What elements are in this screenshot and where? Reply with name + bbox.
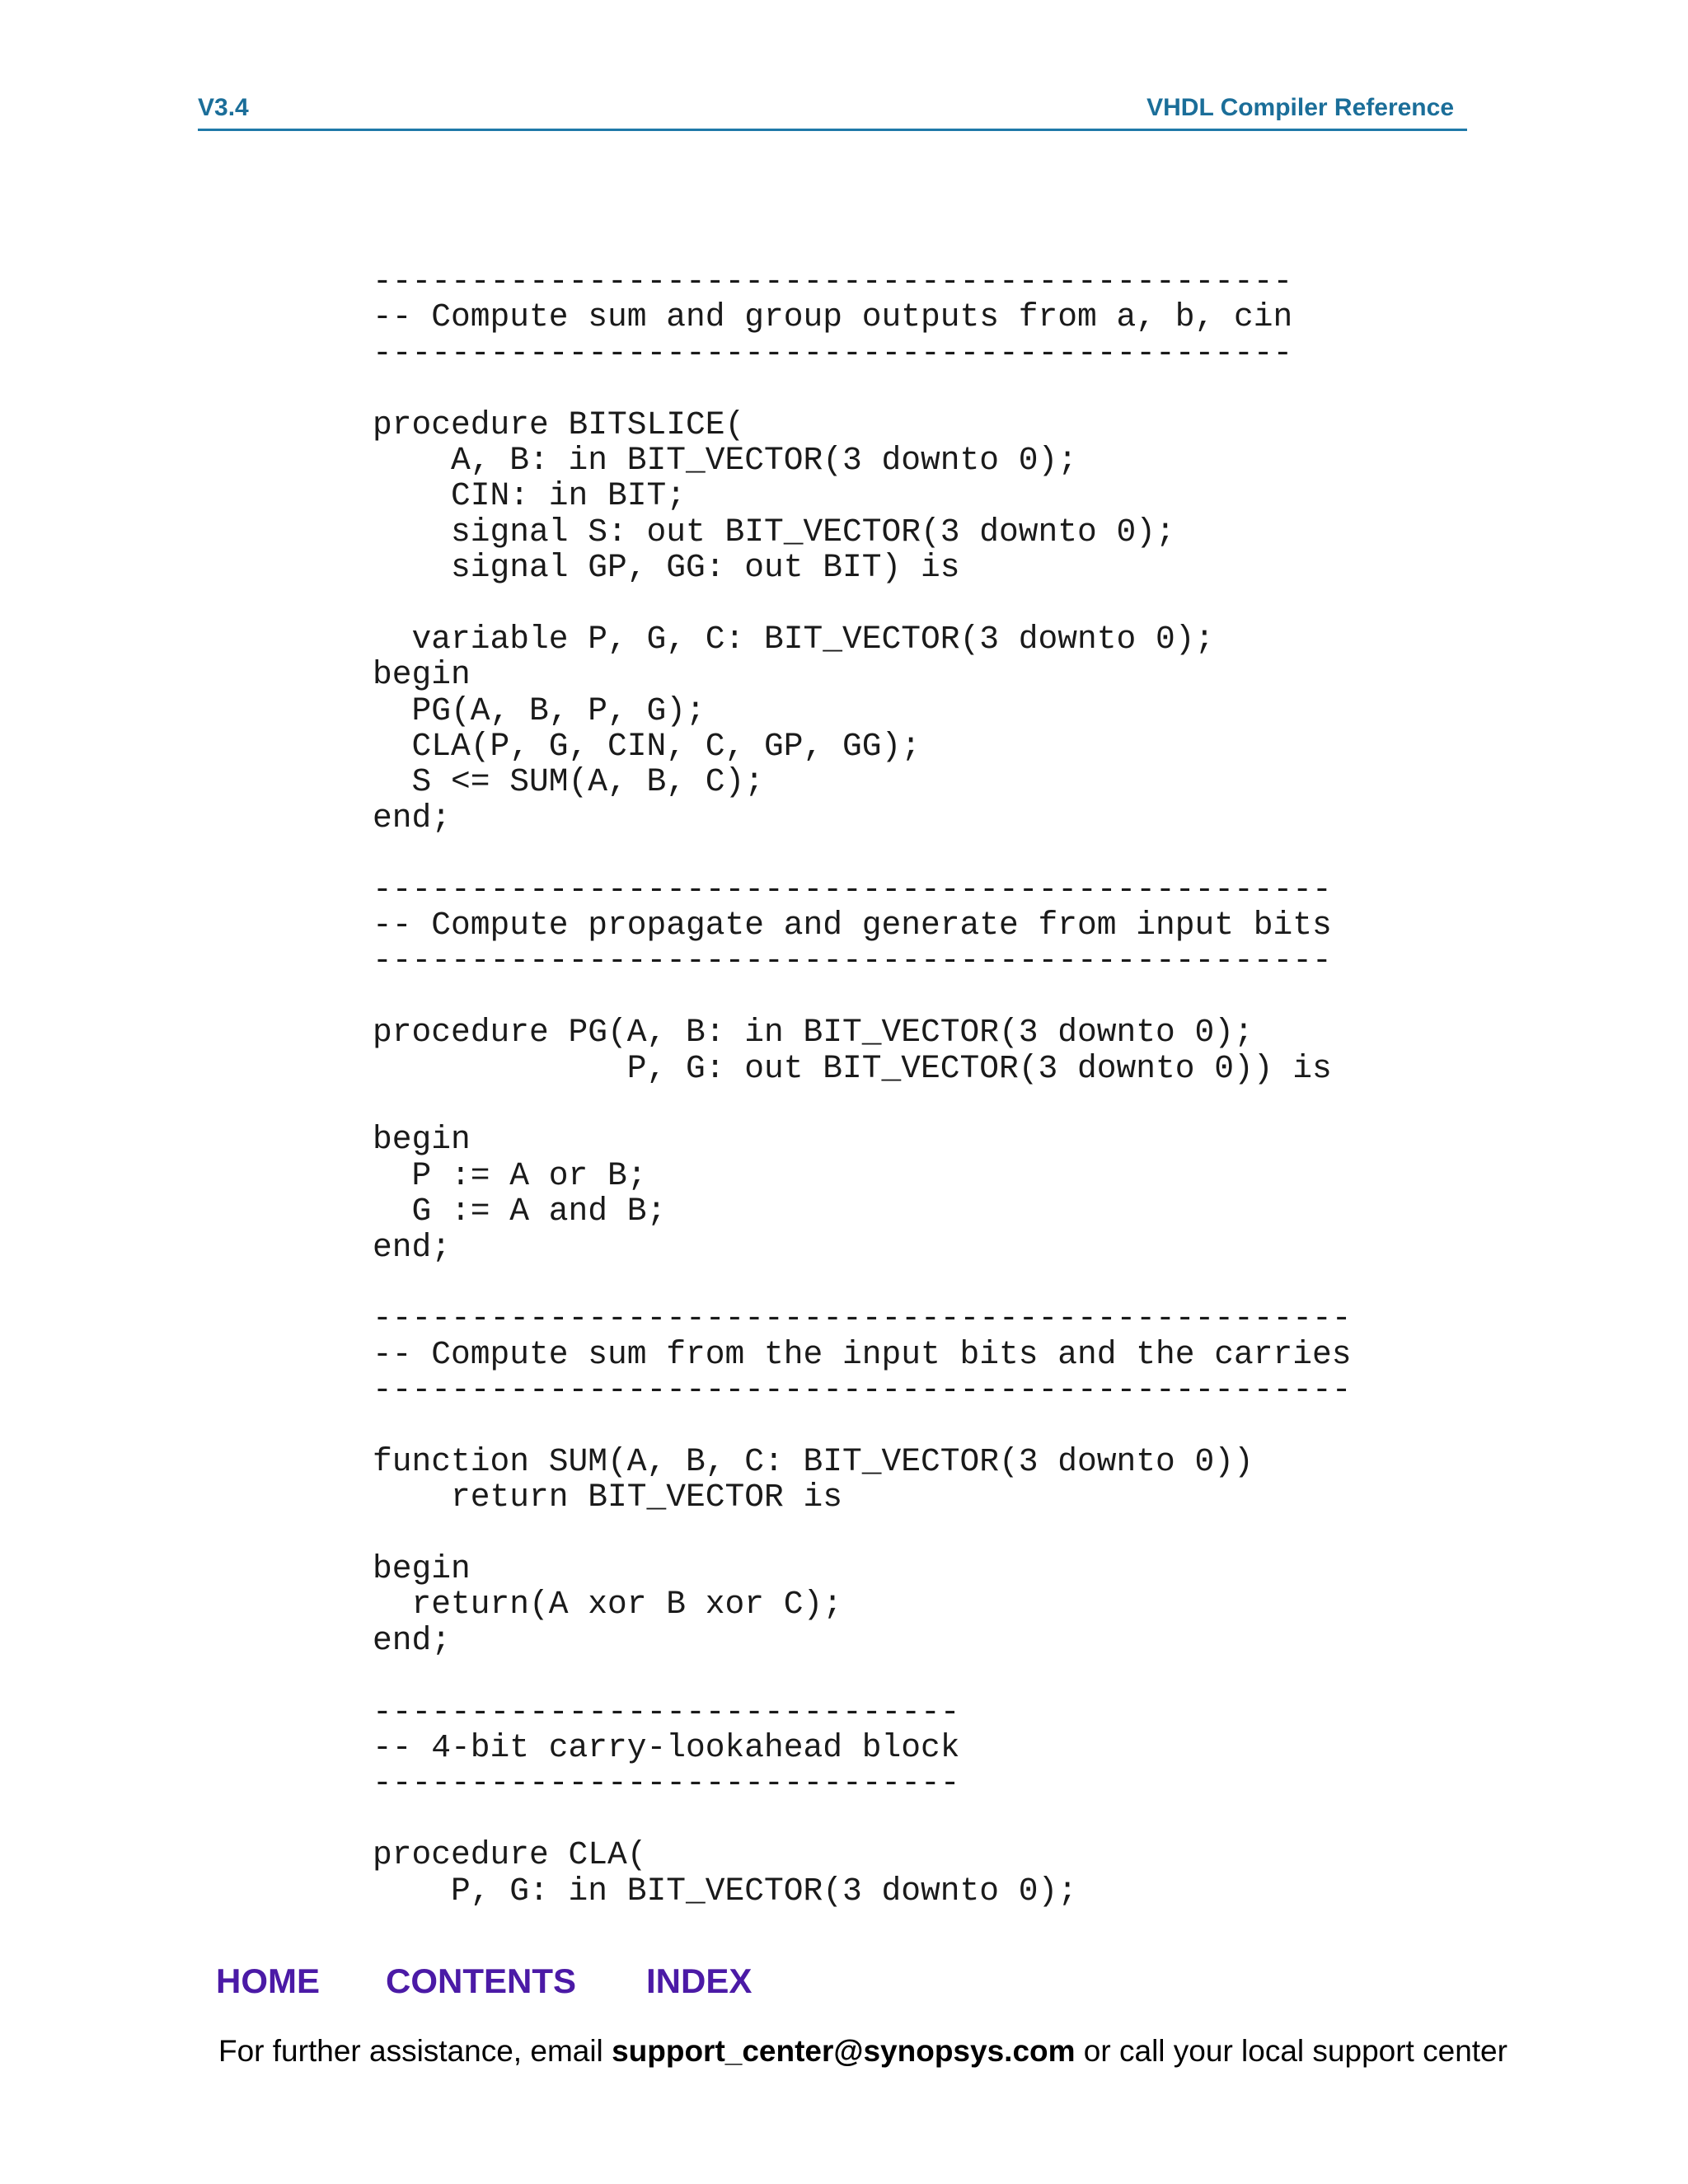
code-line: begin	[373, 656, 471, 694]
code-line	[373, 1516, 1352, 1551]
home-link[interactable]: HOME	[216, 1961, 320, 2000]
support-footer	[218, 2034, 1507, 2069]
code-line: -- Compute sum and group outputs from a, b, cin	[373, 298, 1293, 336]
code-line: begin	[373, 1121, 471, 1159]
code-line: PG(A, B, P, G);	[373, 691, 706, 729]
code-line: return(A xor B xor C);	[373, 1586, 843, 1624]
code-line: P, G: out BIT_VECTOR(3 downto 0)) is	[373, 1049, 1332, 1087]
contents-link[interactable]: CONTENTS	[386, 1961, 576, 2000]
code-line: -- 4-bit carry-lookahead block	[373, 1729, 960, 1767]
code-line: procedure PG(A, B: in BIT_VECTOR(3 downto 0);	[373, 1014, 1254, 1052]
code-line: -------------------------------------------------	[373, 870, 1332, 908]
code-line	[373, 979, 1352, 1015]
code-line: variable P, G, C: BIT_VECTOR(3 downto 0);	[373, 620, 1215, 658]
code-line: -- Compute propagate and generate from input bits	[373, 907, 1332, 944]
code-line: ------------------------------	[373, 1765, 960, 1802]
code-line: S <= SUM(A, B, C);	[373, 763, 765, 801]
code-line	[373, 1086, 1352, 1122]
code-line: -----------------------------------------------	[373, 334, 1293, 372]
code-line: -- Compute sum from the input bits and the carries	[373, 1335, 1352, 1373]
code-line: A, B: in BIT_VECTOR(3 downto 0);	[373, 441, 1078, 479]
code-line	[373, 1802, 1352, 1837]
page-header	[198, 92, 1467, 131]
code-line: function SUM(A, B, C: BIT_VECTOR(3 downto 0))	[373, 1442, 1254, 1480]
code-line: end;	[373, 1621, 452, 1659]
code-line: procedure CLA(	[373, 1836, 647, 1874]
footer-prefix: For further assistance, email	[218, 2034, 612, 2068]
code-line	[373, 371, 1352, 406]
code-line	[373, 1408, 1352, 1444]
index-link[interactable]: INDEX	[646, 1961, 753, 2000]
code-line: return BIT_VECTOR is	[373, 1479, 843, 1516]
code-listing	[373, 264, 1352, 1909]
code-line: --------------------------------------------------	[373, 1371, 1352, 1409]
code-line: end;	[373, 799, 452, 837]
code-line: G := A and B;	[373, 1193, 667, 1230]
version-label: V3.4	[198, 94, 249, 121]
code-line: begin	[373, 1550, 471, 1588]
document-title: VHDL Compiler Reference	[1146, 94, 1454, 121]
code-line: P := A or B;	[373, 1156, 647, 1194]
code-line: procedure BITSLICE(	[373, 405, 745, 443]
code-line: -----------------------------------------------	[373, 263, 1293, 300]
code-line: ------------------------------	[373, 1693, 960, 1731]
code-line: signal GP, GG: out BIT) is	[373, 549, 960, 587]
code-line: CLA(P, G, CIN, C, GP, GG);	[373, 728, 921, 766]
code-line	[373, 586, 1352, 621]
code-line: end;	[373, 1228, 452, 1266]
code-line: signal S: out BIT_VECTOR(3 downto 0);	[373, 513, 1175, 551]
code-line	[373, 1265, 1352, 1301]
code-line	[373, 836, 1352, 871]
code-line: --------------------------------------------------	[373, 1300, 1352, 1338]
footer-suffix: or call your local support center	[1075, 2034, 1507, 2068]
code-line: P, G: in BIT_VECTOR(3 downto 0);	[373, 1872, 1078, 1910]
code-line	[373, 1658, 1352, 1694]
code-line: CIN: in BIT;	[373, 477, 687, 515]
code-line: -------------------------------------------------	[373, 942, 1332, 980]
support-email-link[interactable]: support_center@synopsys.com	[612, 2034, 1076, 2068]
